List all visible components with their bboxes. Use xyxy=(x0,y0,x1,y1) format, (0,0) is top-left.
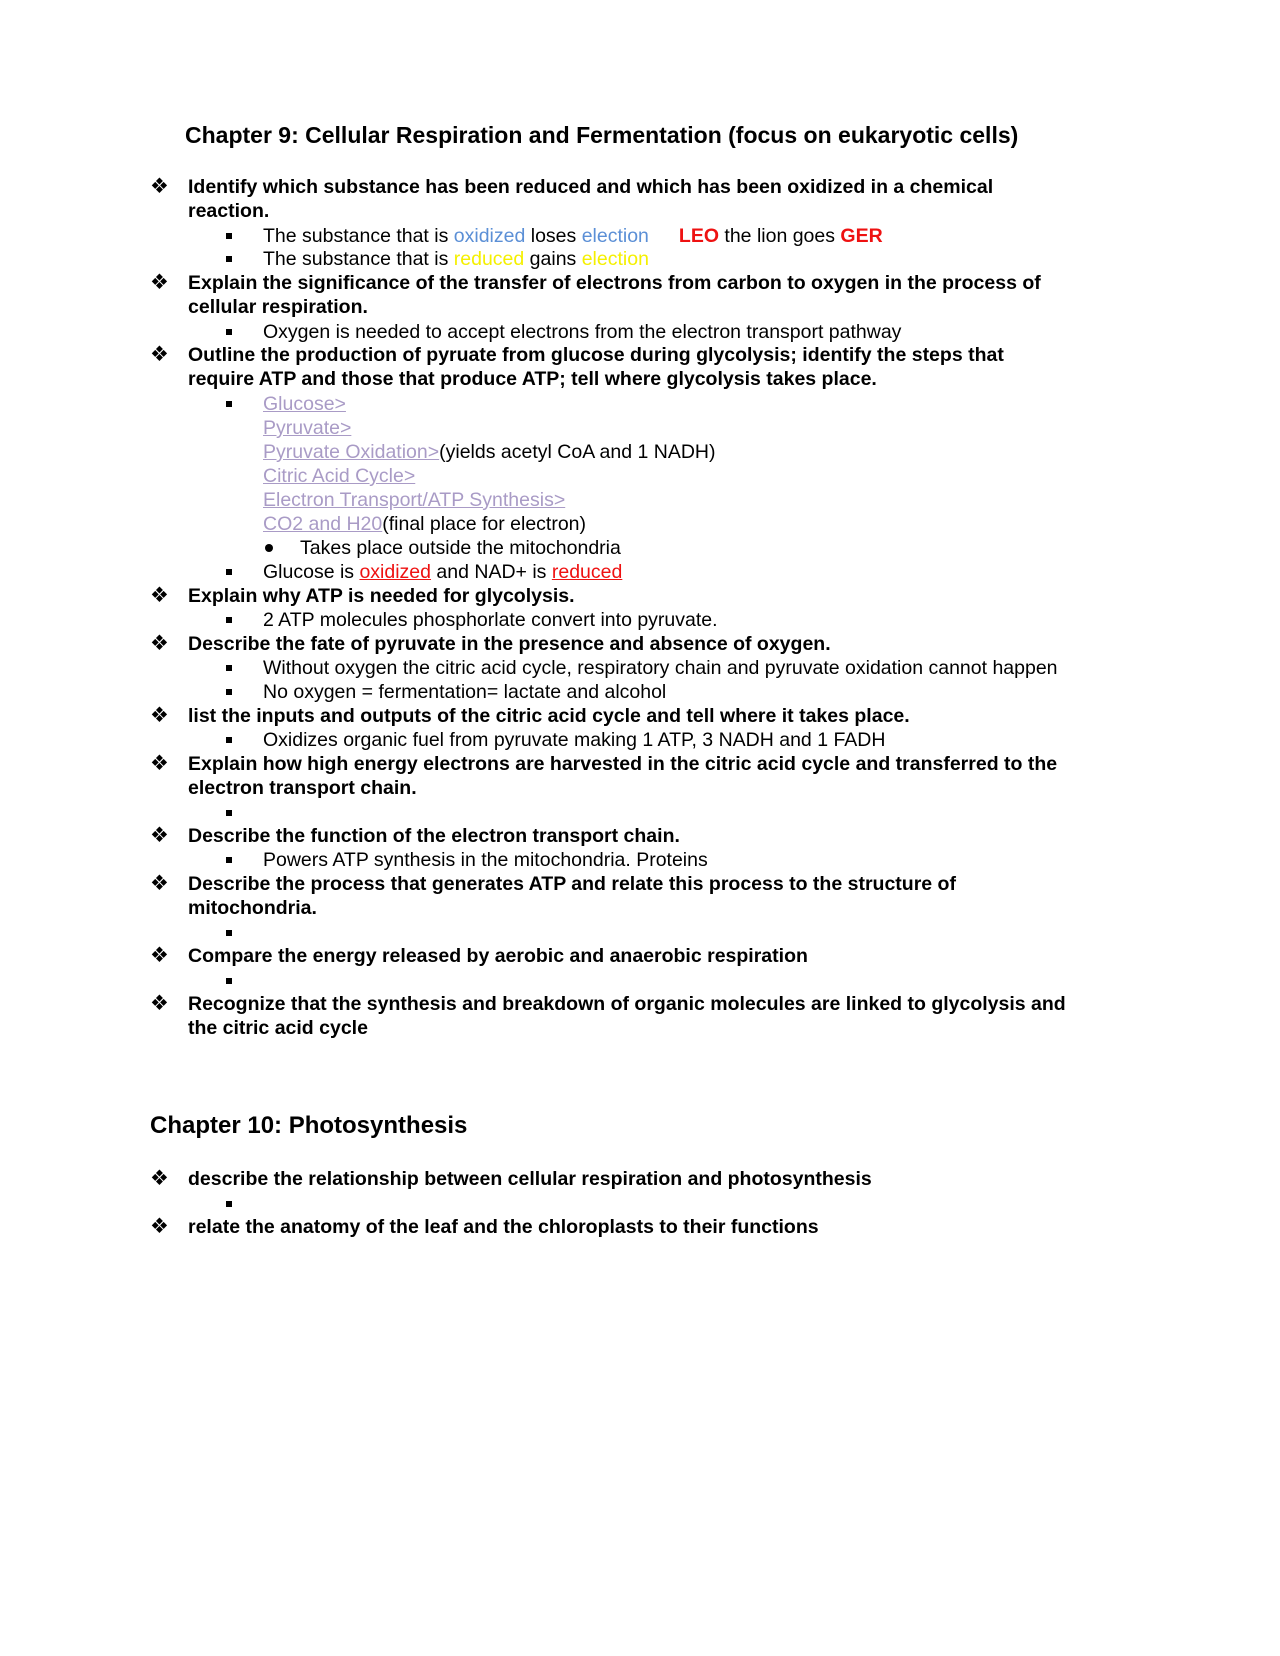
text: gains xyxy=(524,248,582,270)
oxidized-word: oxidized xyxy=(453,225,526,247)
step-link-electron-transport[interactable] xyxy=(263,488,565,512)
diamond-bullet-icon: ❖ xyxy=(150,271,169,294)
objective-5-sub-1: Without oxygen the citric acid cycle, respiratory chain and pyruvate oxidation cannot happen xyxy=(263,657,1058,679)
objective-11-line-2: the citric acid cycle xyxy=(188,1017,368,1039)
objective-3-line-2: require ATP and those that produce ATP; tell where glycolysis takes place. xyxy=(188,368,877,390)
objective-5-sub-2: No oxygen = fermentation= lactate and alcohol xyxy=(263,681,667,703)
oxidized-word: oxidized xyxy=(359,561,431,583)
link-text[interactable]: Glucose> xyxy=(263,393,346,415)
objective-2-line-1: Explain the significance of the transfer of electrons from carbon to oxygen in the process of xyxy=(188,272,1041,294)
step-link-glucose[interactable] xyxy=(263,392,346,416)
chapter-9-title: Chapter 9: Cellular Respiration and Fermentation (focus on eukaryotic cells) xyxy=(185,122,1019,148)
square-bullet-icon xyxy=(226,930,232,936)
objective-6-line-1: list the inputs and outputs of the citric acid cycle and tell where it takes place. xyxy=(188,705,910,727)
text: The substance that is xyxy=(263,225,454,247)
text: loses xyxy=(525,225,582,247)
diamond-bullet-icon: ❖ xyxy=(150,1167,169,1190)
square-bullet-icon xyxy=(226,233,232,239)
step-link-pyruvate[interactable] xyxy=(263,416,351,440)
reduced-word: reduced xyxy=(551,561,623,583)
step-link-citric-acid-cycle[interactable] xyxy=(263,464,415,488)
step-link-pyruvate-oxidation[interactable] xyxy=(263,440,716,464)
square-bullet-icon xyxy=(226,256,232,262)
square-bullet-icon xyxy=(226,569,232,575)
objective-10-line-1: Compare the energy released by aerobic and anaerobic respiration xyxy=(188,945,808,967)
objective-8-sub-1: Powers ATP synthesis in the mitochondria. Proteins xyxy=(263,849,708,871)
objective-8-line-1: Describe the function of the electron transport chain. xyxy=(188,825,680,847)
objective-2-sub-1: Oxygen is needed to accept electrons from the electron transport pathway xyxy=(263,321,902,343)
square-bullet-icon xyxy=(226,1201,232,1207)
step-note: (final place for electron) xyxy=(382,513,587,535)
link-text[interactable]: Pyruvate Oxidation> xyxy=(263,441,440,463)
objective-3-bullet: Takes place outside the mitochondria xyxy=(300,537,621,559)
square-bullet-icon xyxy=(226,857,232,863)
text: the lion goes xyxy=(719,225,841,247)
step-note: (yields acetyl CoA and 1 NADH) xyxy=(439,441,716,463)
diamond-bullet-icon: ❖ xyxy=(150,175,169,198)
election-word: election xyxy=(581,225,649,247)
ch10-objective-2: relate the anatomy of the leaf and the chloroplasts to their functions xyxy=(188,1216,819,1238)
diamond-bullet-icon: ❖ xyxy=(150,632,169,655)
link-text[interactable]: Citric Acid Cycle> xyxy=(263,465,416,487)
objective-3-sub-2 xyxy=(263,560,622,584)
objective-3-line-1: Outline the production of pyruate from glucose during glycolysis; identify the steps that xyxy=(188,344,1004,366)
diamond-bullet-icon: ❖ xyxy=(150,1215,169,1238)
objective-9-line-1: Describe the process that generates ATP and relate this process to the structure of xyxy=(188,873,956,895)
square-bullet-icon xyxy=(226,329,232,335)
link-text[interactable]: CO2 and H20 xyxy=(263,513,383,535)
square-bullet-icon xyxy=(226,401,232,407)
text: Glucose is xyxy=(263,561,360,583)
diamond-bullet-icon: ❖ xyxy=(150,704,169,727)
objective-4-sub-1: 2 ATP molecules phosphorlate convert into pyruvate. xyxy=(263,609,718,631)
square-bullet-icon xyxy=(226,689,232,695)
election-word: election xyxy=(581,248,649,270)
square-bullet-icon xyxy=(226,665,232,671)
square-bullet-icon xyxy=(226,978,232,984)
objective-7-line-2: electron transport chain. xyxy=(188,777,417,799)
link-text[interactable]: Electron Transport/ATP Synthesis> xyxy=(263,489,566,511)
objective-1-sub-2 xyxy=(263,247,649,271)
objective-4-line-1: Explain why ATP is needed for glycolysis. xyxy=(188,585,575,607)
objective-2-line-2: cellular respiration. xyxy=(188,296,368,318)
diamond-bullet-icon: ❖ xyxy=(150,343,169,366)
square-bullet-icon xyxy=(226,617,232,623)
square-bullet-icon xyxy=(226,737,232,743)
objective-1-sub-1 xyxy=(263,224,883,248)
objective-11-line-1: Recognize that the synthesis and breakdown of organic molecules are linked to glycolysis and xyxy=(188,993,1066,1015)
objective-1-line-2: reaction. xyxy=(188,200,270,222)
diamond-bullet-icon: ❖ xyxy=(150,584,169,607)
objective-5-line-1: Describe the fate of pyruvate in the presence and absence of oxygen. xyxy=(188,633,831,655)
text: and NAD+ is xyxy=(431,561,552,583)
objective-7-line-1: Explain how high energy electrons are harvested in the citric acid cycle and transferred to the xyxy=(188,753,1058,775)
text: The substance that is xyxy=(263,248,454,270)
diamond-bullet-icon: ❖ xyxy=(150,992,169,1015)
diamond-bullet-icon: ❖ xyxy=(150,944,169,967)
leo-mnemonic: LEO xyxy=(678,225,719,247)
diamond-bullet-icon: ❖ xyxy=(150,824,169,847)
ch10-objective-1: describe the relationship between cellular respiration and photosynthesis xyxy=(188,1168,872,1190)
ger-mnemonic: GER xyxy=(840,225,883,247)
round-bullet-icon xyxy=(265,544,273,552)
square-bullet-icon xyxy=(226,810,232,816)
chapter-10-title: Chapter 10: Photosynthesis xyxy=(150,1112,468,1139)
objective-6-sub-1: Oxidizes organic fuel from pyruvate making 1 ATP, 3 NADH and 1 FADH xyxy=(263,729,886,751)
objective-9-line-2: mitochondria. xyxy=(188,897,317,919)
objective-1-line-1: Identify which substance has been reduced and which has been oxidized in a chemical xyxy=(188,176,994,198)
diamond-bullet-icon: ❖ xyxy=(150,752,169,775)
diamond-bullet-icon: ❖ xyxy=(150,872,169,895)
reduced-word: reduced xyxy=(453,248,525,270)
step-link-co2-h2o[interactable] xyxy=(263,512,586,536)
link-text[interactable]: Pyruvate> xyxy=(263,417,352,439)
